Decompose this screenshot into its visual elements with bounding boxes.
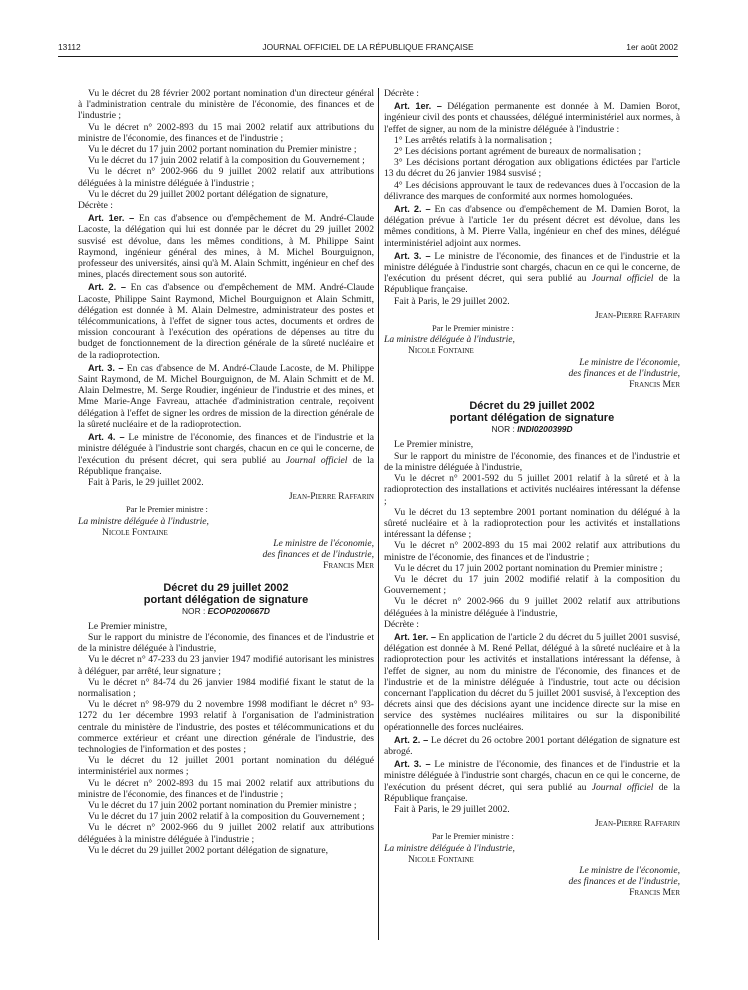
- visa-paragraph: Vu le décret du 29 juillet 2002 portant délégation de signature,: [88, 188, 328, 200]
- article-text: En cas d'absence ou d'empêchement de MM. André-Claude Lacoste, Philippe Saint Raymond, Michel Bourguignon et Alain Schmitt, délégation est donnée à M. Alain Delmestre, administrateur des postes et télécommunications, à l'effet de signer tous actes, documents et ordres de mission concourant à l'exécution des opérations de dépenses au titre du budget de fonctionnement de la direction générale de la sûreté nucléaire et de la radioprotection.: [78, 282, 374, 361]
- signature-ministre-title: La ministre déléguée à l'industrie,: [78, 515, 209, 527]
- journal-title: JOURNAL OFFICIEL DE LA RÉPUBLIQUE FRANÇAISE: [262, 42, 474, 52]
- journal-ref: Journal officiel: [591, 781, 654, 793]
- nor-label: NOR :: [182, 605, 208, 616]
- article-1: [384, 632, 680, 733]
- decree-title-line-1: Décret du 29 juillet 2002: [163, 581, 289, 594]
- list-item: 1° Les arrêtés relatifs à la normalisation ;: [394, 134, 553, 146]
- decree-nor: [384, 424, 680, 435]
- article-text: de la République française.: [78, 454, 374, 477]
- visa-paragraph: Vu le décret n° 98-979 du 2 novembre 1998 modifiant le décret n° 93-1272 du 1er décembre 1993 relatif à l'organisation de l'administration centrale du ministère de l'industrie, des postes et télécommunications et du commerce extérieur et créant une direction générale de l'industrie, des technologies de l'information et des postes ;: [78, 699, 374, 755]
- signature-ministre-title: La ministre déléguée à l'industrie,: [384, 842, 515, 854]
- signature-eco-title-1: Le ministre de l'économie,: [579, 865, 680, 876]
- fait-a-paris: Fait à Paris, le 29 juillet 2002.: [394, 295, 510, 307]
- signature-eco-title-1: Le ministre de l'économie,: [273, 537, 374, 549]
- signature-eco-title-1: Le ministre de l'économie,: [579, 356, 680, 368]
- signature-eco-title-2: des finances et de l'industrie,: [262, 549, 374, 561]
- issue-date: 1er août 2002: [626, 42, 678, 52]
- article-text: En cas d'absence ou d'empêchement de M. André-Claude Lacoste, la délégation qui lui est donnée par le décret du 29 juillet 2002 susvisé est dévolue, dans les mêmes conditions, à M. Philippe Saint Raymond, ingénieur général des mines, à M. Michel Bourguignon, professeur des universités, ainsi qu'à M. Alain Schmitt, ingénieur en chef des mines, placés directement sous son autorité.: [78, 213, 374, 281]
- visa-paragraph: Vu le décret du 17 juin 2002 relatif à la composition du Gouvernement ;: [88, 155, 365, 167]
- article-text: En cas d'absence de M. André-Claude Lacoste, de M. Philippe Saint Raymond, de M. Michel Bourguignon, de M. Alain Schmitt et de M. Alain Delmestre, M. Serge Roudier, ingénieur de l'industrie et des mines, et Mme Marie-Ange Favreau, attachée d'administration centrale, reçoivent délégation à l'effet de signer les ordres de mission de la direction générale de la sûreté nucléaire et de la radioprotection.: [78, 362, 374, 430]
- article-label: Art. 1er. –: [394, 101, 442, 112]
- nor-label: NOR :: [491, 424, 518, 435]
- visa-paragraph: Vu le décret du 28 février 2002 portant nomination d'un directeur général à l'administration centrale du ministère de l'économie, des finances et de l'industrie ;: [78, 88, 374, 122]
- visa-paragraph: Vu le décret du 12 juillet 2001 portant nomination du délégué interministériel aux normes ;: [78, 755, 374, 778]
- visa-paragraph: Vu le décret n° 84-74 du 26 janvier 1984 modifié fixant le statut de la normalisation ;: [78, 676, 374, 699]
- right-column: [384, 88, 680, 958]
- article-1: [384, 101, 680, 135]
- signature-ministre-title: La ministre déléguée à l'industrie,: [384, 334, 515, 346]
- article-label: Art. 3. –: [88, 362, 124, 373]
- article-text: Le ministre de l'économie, des finances et de l'industrie et la ministre déléguée à l'industrie sont chargés, chacun en ce qui le concerne, de l'exécution du présent décret, qui sera publié au: [384, 250, 680, 285]
- visa-paragraph: Vu le décret du 17 juin 2002 modifié relatif à la composition du Gouvernement ;: [384, 573, 680, 597]
- premier-ministre: Le Premier ministre,: [394, 439, 474, 451]
- visa-paragraph: Vu le décret n° 2002-966 du 9 juillet 2002 relatif aux attributions déléguées à la ministre déléguée à l'industrie ;: [78, 822, 374, 845]
- fait-a-paris: Fait à Paris, le 29 juillet 2002.: [88, 476, 204, 488]
- article-2: [78, 282, 374, 360]
- nor-code: ECOP0200667D: [207, 605, 270, 616]
- decrete-heading: Décrète :: [384, 618, 419, 630]
- visa-paragraph: Vu le décret du 17 juin 2002 portant nomination du Premier ministre ;: [88, 144, 357, 156]
- article-text: En cas d'absence ou d'empêchement de M. Damien Borot, la délégation prévue à l'article 1er du présent décret est dévolue, dans les mêmes conditions, à M. Pierre Valla, ingénieur en chef des mines, délégué interministériel adjoint aux normes.: [384, 204, 680, 249]
- visa-paragraph: Vu le décret n° 2002-966 du 9 juillet 2002 relatif aux attributions déléguées à la ministre déléguée à l'industrie,: [384, 596, 680, 619]
- nor-code: INDI0200399D: [517, 424, 573, 435]
- fait-a-paris: Fait à Paris, le 29 juillet 2002.: [394, 803, 510, 815]
- list-item: 3° Les décisions portant dérogation aux obligations édictées par l'article 13 du décret du 26 janvier 1984 susvisé ;: [384, 157, 680, 180]
- article-3: [384, 251, 680, 296]
- visa-paragraph: Vu le décret n° 2001-592 du 5 juillet 2001 relatif à la sûreté et à la radioprotection des installations et activités nucléaires intéressant la défense ;: [384, 473, 680, 507]
- decrete-heading: Décrète :: [384, 88, 419, 99]
- signature-ministre-name: Nicole Fontaine: [408, 345, 474, 357]
- visa-paragraph: Vu le décret n° 2002-893 du 15 mai 2002 relatif aux attributions du ministre de l'économie, des finances et de l'industrie ;: [384, 540, 680, 563]
- visa-paragraph: Vu le décret du 17 juin 2002 portant nomination du Premier ministre ;: [394, 562, 663, 574]
- article-text: de la République française.: [384, 273, 680, 296]
- visa-paragraph: Vu le décret n° 47-233 du 23 janvier 1947 modifié autorisant les ministres à déléguer, par arrêté, leur signature ;: [78, 654, 374, 677]
- visa-paragraph: Sur le rapport du ministre de l'économie, des finances et de l'industrie et de la ministre déléguée à l'industrie,: [78, 631, 374, 655]
- signature-eco-name: Francis Mer: [323, 560, 374, 572]
- visa-paragraph: Sur le rapport du ministre de l'économie, des finances et de l'industrie et de la ministre déléguée à l'industrie,: [384, 450, 680, 473]
- article-1: [78, 213, 374, 280]
- article-3: [384, 759, 680, 804]
- visa-paragraph: Vu le décret du 17 juin 2002 portant nomination du Premier ministre ;: [88, 799, 357, 811]
- decree-title-line-1: Décret du 29 juillet 2002: [469, 400, 595, 413]
- visa-paragraph: Vu le décret n° 2002-893 du 15 mai 2002 relatif aux attributions du ministre de l'économie, des finances et de l'industrie ;: [78, 777, 374, 800]
- signature-premier-ministre: Jean-Pierre Raffarin: [288, 491, 374, 503]
- article-label: Art. 2. –: [394, 204, 431, 215]
- article-text: En application de l'article 2 du décret du 5 juillet 2001 susvisé, délégation est donnée à M. René Pellat, délégué à la sûreté nucléaire et à la radioprotection pour les activités et installations intéressant la défense, à l'effet de signer, au nom du ministre de l'économie, des finances et de l'industrie et de la ministre déléguée à l'industrie, tout acte ou décision concernant l'application du décret du 5 juillet 2001 susvisé, à l'exception des décrets ainsi que des décisions ayant une incidence directe sur la mise en service des systèmes nucléaires militaires ou sur la disponibilité opérationnelle des forces nucléaires.: [384, 631, 680, 733]
- header-rule: [58, 56, 678, 57]
- signature-premier-ministre: Jean-Pierre Raffarin: [594, 818, 680, 830]
- visa-paragraph: Vu le décret du 17 juin 2002 relatif à la composition du Gouvernement ;: [88, 811, 365, 823]
- article-text: de la République française.: [384, 781, 680, 804]
- premier-ministre: Le Premier ministre,: [88, 620, 168, 632]
- article-2: [384, 735, 680, 757]
- article-label: Art. 2. –: [88, 282, 127, 293]
- article-label: Art. 3. –: [394, 759, 431, 770]
- decree-title-line-2: portant délégation de signature: [143, 593, 309, 606]
- article-label: Art. 1er. –: [88, 213, 135, 224]
- article-text: Délégation permanente est donnée à M. Damien Borot, ingénieur civil des ponts et chaussées, délégué interministériel aux normes, à l'effet de signer, au nom de la ministre déléguée à l'industrie :: [384, 101, 680, 135]
- article-text: Le ministre de l'économie, des finances et de l'industrie et la ministre déléguée à l'industrie sont chargés, chacun en ce qui le concerne, de l'exécution du présent décret, qui sera publié au: [384, 759, 680, 793]
- article-label: Art. 2. –: [394, 734, 429, 745]
- visa-paragraph: Vu le décret n° 2002-966 du 9 juillet 2002 relatif aux attributions déléguées à la ministre déléguée à l'industrie ;: [78, 166, 374, 189]
- signature-premier-ministre: Jean-Pierre Raffarin: [594, 309, 680, 321]
- article-label: Art. 1er. –: [394, 631, 436, 642]
- article-label: Art. 3. –: [394, 250, 431, 261]
- journal-ref: Journal officiel: [591, 273, 654, 285]
- decree-title: [78, 582, 374, 606]
- article-3: [78, 363, 374, 430]
- article-4: [78, 432, 374, 477]
- signature-eco-title-2: des finances et de l'industrie,: [568, 367, 680, 379]
- signature-eco-title-2: des finances et de l'industrie,: [568, 876, 680, 888]
- article-text: Le ministre de l'économie, des finances et de l'industrie et la ministre déléguée à l'industrie sont chargés, chacun en ce qui le concerne, de l'exécution du présent décret, qui sera publié au: [78, 432, 374, 466]
- list-item: 4° Les décisions approuvant le taux de redevances dues à l'occasion de la délivrance des marques de conformité aux normes homologuées.: [384, 179, 680, 202]
- visa-paragraph: Vu le décret n° 2002-893 du 15 mai 2002 relatif aux attributions du ministre de l'économie, des finances et de l'industrie ;: [78, 121, 374, 144]
- page-number: 13112: [58, 42, 81, 52]
- decree-title-line-2: portant délégation de signature: [449, 412, 615, 425]
- page-header: [58, 42, 678, 56]
- signature-par: Par le Premier ministre :: [432, 324, 514, 334]
- signature-par: Par le Premier ministre :: [126, 505, 208, 515]
- signature-ministre-name: Nicole Fontaine: [102, 526, 168, 538]
- signature-eco-name: Francis Mer: [629, 887, 680, 899]
- column-divider: [378, 88, 379, 940]
- left-column: [78, 88, 374, 958]
- signature-par: Par le Premier ministre :: [432, 832, 514, 842]
- article-text: Le décret du 26 octobre 2001 portant délégation de signature est abrogé.: [384, 734, 680, 757]
- decrete-heading: Décrète :: [78, 200, 113, 212]
- signature-ministre-name: Nicole Fontaine: [408, 853, 474, 865]
- decree-title: [384, 400, 680, 424]
- article-label: Art. 4. –: [88, 432, 125, 443]
- visa-paragraph: Vu le décret du 13 septembre 2001 portant nomination du délégué à la sûreté nucléaire et à la radioprotection pour les activités et installations intéressant la défense ;: [384, 506, 680, 541]
- list-item: 2° Les décisions portant agrément de bureaux de normalisation ;: [394, 146, 642, 158]
- visa-paragraph: Vu le décret du 29 juillet 2002 portant délégation de signature,: [88, 844, 328, 856]
- journal-ref: Journal officiel: [285, 454, 348, 466]
- decree-nor: [78, 606, 374, 617]
- article-2: [384, 204, 680, 249]
- signature-eco-name: Francis Mer: [629, 379, 680, 391]
